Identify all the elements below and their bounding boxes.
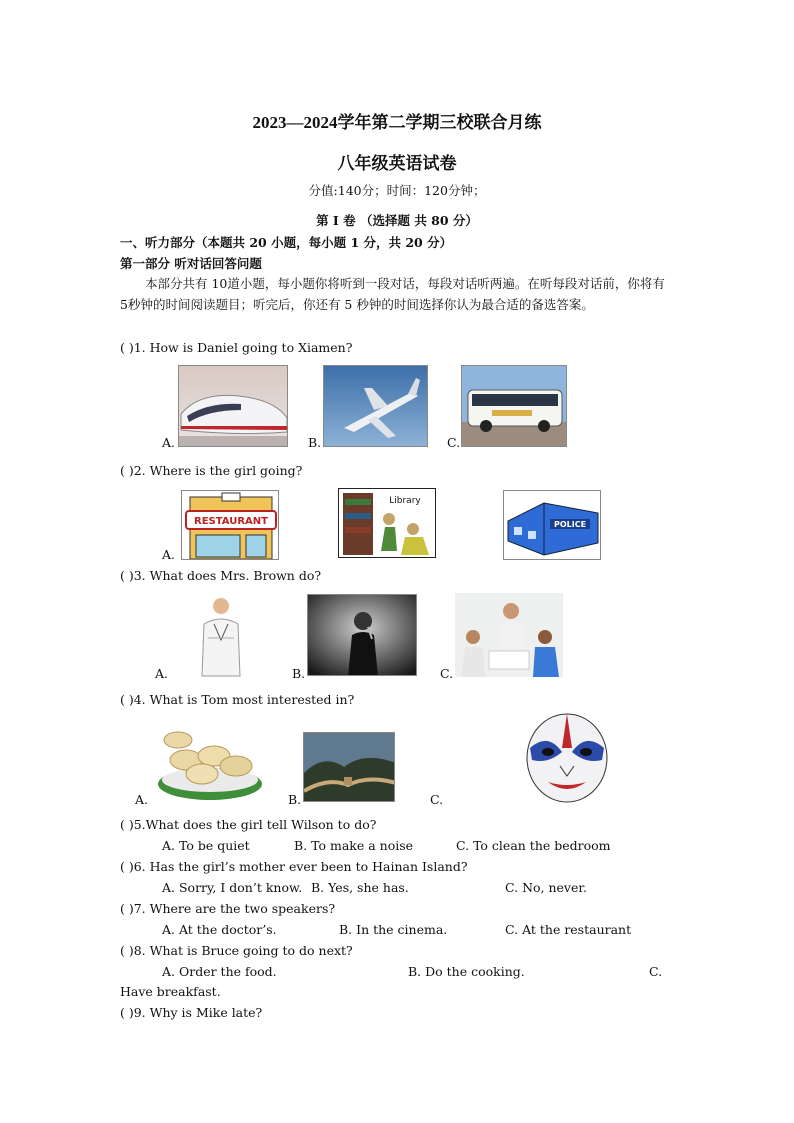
q1-option-a-label: A. — [162, 435, 176, 450]
question-8: ( )8. What is Bruce going to do next? — [120, 943, 353, 958]
question-4: ( )4. What is Tom most interested in? — [120, 692, 355, 707]
police-station-picture — [503, 490, 601, 560]
q3-option-c-label: C. — [440, 666, 454, 681]
question-2: ( )2. Where is the girl going? — [120, 463, 303, 478]
q4-option-b-label: B. — [288, 792, 302, 807]
exam-title: 2023—2024学年第二学期三校联合月练 — [252, 113, 542, 132]
q3-option-a-label: A. — [155, 666, 169, 681]
part1-heading: 一、听力部分（本题共 20 小题，每小题 1 分，共 20 分） — [120, 235, 453, 250]
q1-option-b-label: B. — [308, 435, 322, 450]
dumplings-picture — [156, 720, 264, 804]
airplane-picture — [323, 365, 428, 447]
q5-option-a: A. To be quiet — [162, 838, 250, 853]
question-6: ( )6. Has the girl’s mother ever been to Hainan Island? — [120, 859, 468, 874]
library-picture — [338, 488, 436, 558]
singer-picture — [307, 594, 417, 676]
question-5: ( )5.What does the girl tell Wilson to do? — [120, 817, 377, 832]
coach-bus-picture — [461, 365, 567, 447]
restaurant-sign-text: RESTAURANT — [194, 516, 268, 527]
q5-option-c: C. To clean the bedroom — [456, 838, 611, 853]
q4-option-c-label: C. — [430, 792, 444, 807]
q1-option-c-label: C. — [447, 435, 461, 450]
instructions: 本部分共有 10道小题，每小题你将听到一段对话，每段对话听两遍。在听每段对话前，你将有 5秒钟的时间阅读题目；听完后，你还有 5 秒钟的时间选择你认为最合适的备选答案。 — [120, 276, 665, 312]
q5-option-b: B. To make a noise — [294, 838, 414, 853]
q8-option-c-label: C. — [649, 964, 663, 979]
police-sign-text: POLICE — [553, 520, 587, 529]
exam-subtitle: 八年级英语试卷 — [337, 154, 457, 173]
q7-option-c: C. At the restaurant — [505, 922, 632, 937]
restaurant-picture — [181, 490, 279, 560]
sub1-heading: 第一部分 听对话回答问题 — [120, 256, 262, 271]
teacher-with-children-picture — [455, 593, 563, 677]
q8-option-a: A. Order the food. — [162, 964, 277, 979]
q2-option-a-label: A. — [162, 547, 176, 562]
q7-option-b: B. In the cinema. — [339, 922, 448, 937]
q3-option-b-label: B. — [292, 666, 306, 681]
q7-option-a: A. At the doctor’s. — [162, 922, 277, 937]
q8-option-c-text: Have breakfast. — [120, 984, 221, 999]
q6-option-c: C. No, never. — [505, 880, 587, 895]
exam-meta: 分值:140分；时间：120分钟； — [308, 183, 486, 198]
question-9: ( )9. Why is Mike late? — [120, 1005, 263, 1020]
doctor-picture — [196, 594, 246, 680]
question-3: ( )3. What does Mrs. Brown do? — [120, 568, 322, 583]
volume-heading: 第 I 卷 （选择题 共 80 分） — [316, 213, 478, 228]
q6-option-b: B. Yes, she has. — [311, 880, 409, 895]
question-1: ( )1. How is Daniel going to Xiamen? — [120, 340, 353, 355]
q4-option-a-label: A. — [135, 792, 149, 807]
question-7: ( )7. Where are the two speakers? — [120, 901, 336, 916]
peking-opera-mask-picture — [518, 708, 616, 804]
q8-option-b: B. Do the cooking. — [408, 964, 525, 979]
great-wall-picture — [303, 732, 395, 802]
high-speed-train-picture — [178, 365, 288, 447]
q6-option-a: A. Sorry, I don’t know. — [162, 880, 303, 895]
library-sign-text: Library — [389, 496, 421, 506]
